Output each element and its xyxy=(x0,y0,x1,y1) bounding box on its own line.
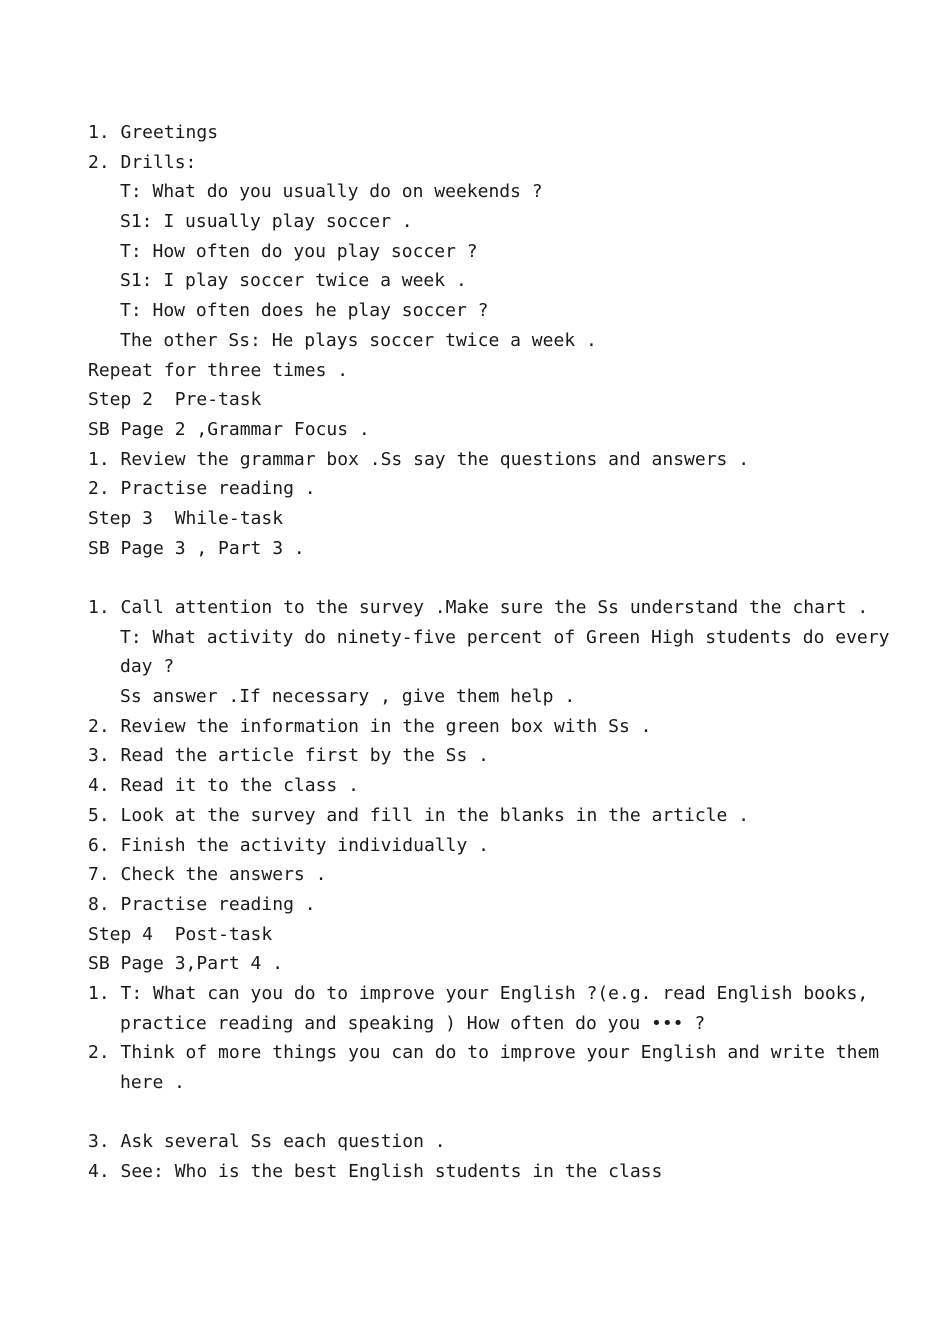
text-line: SB Page 2 ,Grammar Focus . xyxy=(88,418,370,440)
text-line: Repeat for three times . xyxy=(88,359,349,381)
text-line: 2. Practise reading . xyxy=(88,478,316,500)
text-line: day ? xyxy=(120,656,175,678)
text-line: SB Page 3,Part 4 . xyxy=(88,953,284,975)
text-line: S1: I usually play soccer . xyxy=(120,211,413,233)
text-line: 1. Call attention to the survey .Make sure the Ss understand the chart . xyxy=(88,597,869,618)
text-line: 1. T: What can you do to improve your English ?(e.g. read English books, xyxy=(88,982,869,1004)
text-line: Step 3 While-task xyxy=(88,507,284,529)
text-line: Step 4 Post-task xyxy=(88,923,273,945)
text-line: T: How often do you play soccer ? xyxy=(120,240,478,262)
text-line: 6. Finish the activity individually . xyxy=(88,834,489,856)
text-line: 5. Look at the survey and fill in the blanks in the article . xyxy=(88,804,750,826)
text-line: practice reading and speaking ) How often do you ••• ? xyxy=(120,1012,706,1034)
text-line: T: How often does he play soccer ? xyxy=(120,300,489,322)
text-line: SB Page 3 , Part 3 . xyxy=(88,537,305,559)
text-line: 4. See: Who is the best English students in the class xyxy=(88,1161,663,1183)
text-line: 2. Review the information in the green box with Ss . xyxy=(88,715,652,737)
text-line: 3. Ask several Ss each question . xyxy=(88,1131,446,1153)
text-line: 2. Think of more things you can do to improve your English and write them xyxy=(88,1042,880,1064)
text-line: 3. Read the article first by the Ss . xyxy=(88,745,489,767)
text-line: 2. Drills: xyxy=(88,151,197,173)
blank-line xyxy=(88,563,878,593)
text-line: 1. Greetings xyxy=(88,122,219,143)
lesson-plan-document xyxy=(88,118,890,1187)
text-line: 7. Check the answers . xyxy=(88,864,327,886)
text-line: T: What activity do ninety-five percent of Green High students do every xyxy=(120,626,890,648)
text-line: 8. Practise reading . xyxy=(88,893,316,915)
text-line: The other Ss: He plays soccer twice a week . xyxy=(120,329,597,351)
text-line: 4. Read it to the class . xyxy=(88,775,359,797)
text-line: 1. Review the grammar box .Ss say the questions and answers . xyxy=(88,448,750,470)
text-line: Ss answer .If necessary , give them help . xyxy=(120,686,576,708)
text-line: S1: I play soccer twice a week . xyxy=(120,270,467,292)
text-line: Step 2 Pre-task xyxy=(88,389,262,411)
blank-line xyxy=(88,1098,878,1128)
text-line: here . xyxy=(120,1072,186,1093)
text-line: T: What do you usually do on weekends ? xyxy=(120,181,543,203)
